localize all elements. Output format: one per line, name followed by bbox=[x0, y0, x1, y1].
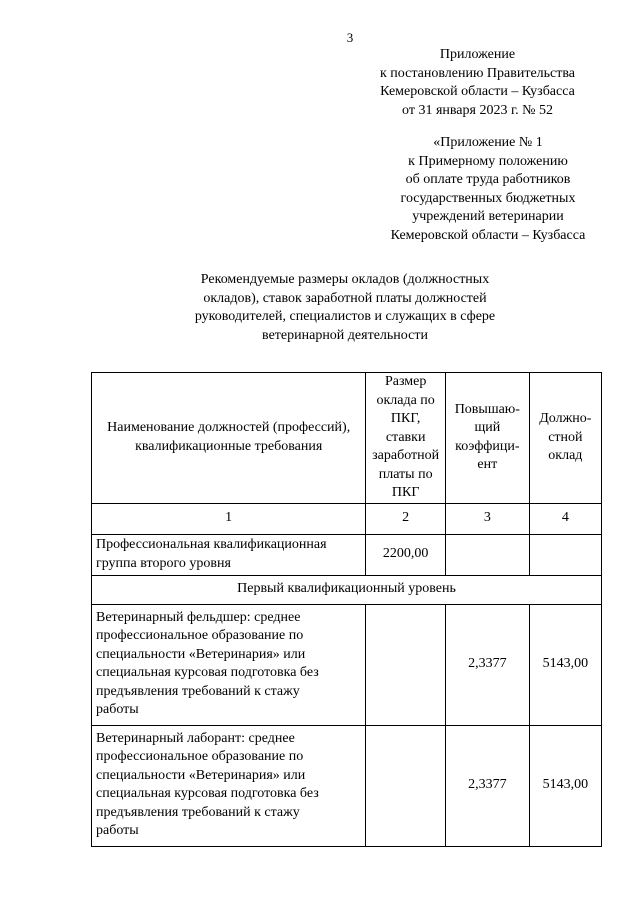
header-text: заработной bbox=[372, 448, 440, 463]
title-line: окладов), ставок заработной платы должностей bbox=[203, 290, 487, 306]
position-official-salary: 5143,00 bbox=[529, 604, 601, 725]
group-row bbox=[92, 534, 602, 575]
header-text: ПКГ, bbox=[390, 411, 421, 426]
level-row bbox=[92, 575, 602, 604]
header-position-name bbox=[92, 373, 366, 504]
header-pkg-salary bbox=[366, 373, 446, 504]
group-name bbox=[92, 534, 366, 575]
header-text: Наименование должностей (профессий), bbox=[107, 420, 351, 436]
header-text: квалификационные требования bbox=[135, 438, 323, 454]
group-coefficient bbox=[445, 534, 529, 575]
table-header-row bbox=[92, 373, 602, 504]
position-line: специальности «Ветеринария» или bbox=[96, 646, 306, 662]
position-coefficient: 2,3377 bbox=[445, 725, 529, 846]
table-row bbox=[92, 604, 602, 725]
position-line: специальная курсовая подготовка без bbox=[96, 665, 319, 680]
title-line: Рекомендуемые размеры окладов (должностных bbox=[200, 272, 490, 287]
appendix-sub-line: государственных бюджетных bbox=[400, 190, 576, 206]
column-number: 2 bbox=[366, 503, 446, 534]
header-text: ставки bbox=[385, 429, 426, 445]
position-line: предъявления требований к стажу bbox=[96, 804, 300, 820]
appendix-sub-line: «Приложение № 1 bbox=[433, 135, 543, 150]
header-text: ПКГ bbox=[391, 485, 420, 500]
appendix-sub-line: Кемеровской области – Кузбасса bbox=[390, 227, 586, 243]
position-official-salary: 5143,00 bbox=[529, 725, 601, 846]
position-coefficient: 2,3377 bbox=[445, 604, 529, 725]
position-line: профессиональное образование по bbox=[96, 628, 304, 643]
appendix-header-line: Приложение bbox=[439, 47, 516, 62]
title-line: руководителей, специалистов и служащих в сфере bbox=[194, 309, 496, 324]
column-number-row bbox=[92, 503, 602, 534]
header-text: ент bbox=[477, 457, 498, 473]
table-row bbox=[92, 725, 602, 846]
position-line: Ветеринарный фельдшер: среднее bbox=[96, 609, 301, 625]
appendix-header bbox=[350, 46, 605, 120]
appendix-sub-line: учреждений ветеринарии bbox=[412, 209, 564, 224]
header-text: Повышаю- bbox=[454, 401, 520, 417]
header-text: коэффици- bbox=[455, 438, 520, 454]
position-salary bbox=[366, 725, 446, 846]
header-text: Должно- bbox=[539, 411, 592, 426]
position-line: работы bbox=[96, 823, 139, 838]
position-line: предъявления требований к стажу bbox=[96, 683, 300, 699]
header-text: щий bbox=[474, 420, 501, 436]
appendix-sub-line: к Примерному положению bbox=[408, 153, 568, 169]
header-official-salary bbox=[529, 373, 601, 504]
salary-table bbox=[91, 372, 602, 847]
header-text: оклад bbox=[548, 448, 583, 463]
group-official-salary bbox=[529, 534, 601, 575]
group-salary: 2200,00 bbox=[366, 534, 446, 575]
title-line: ветеринарной деятельности bbox=[262, 327, 428, 343]
position-line: специальности «Ветеринария» или bbox=[96, 767, 306, 783]
appendix-sub-header bbox=[372, 134, 604, 245]
column-number: 4 bbox=[529, 503, 601, 534]
header-coefficient bbox=[445, 373, 529, 504]
position-description bbox=[92, 725, 366, 846]
document-title bbox=[150, 271, 540, 345]
header-text: стной bbox=[548, 429, 583, 445]
position-salary bbox=[366, 604, 446, 725]
qualification-level: Первый квалификационный уровень bbox=[92, 575, 602, 604]
position-line: Ветеринарный лаборант: среднее bbox=[96, 730, 295, 746]
position-line: специальная курсовая подготовка без bbox=[96, 786, 319, 801]
header-text: платы по bbox=[378, 466, 433, 482]
group-name-line: группа второго уровня bbox=[96, 555, 231, 571]
appendix-header-line: Кемеровской области – Кузбасса bbox=[380, 84, 575, 99]
group-name-line: Профессиональная квалификационная bbox=[96, 537, 327, 552]
position-description bbox=[92, 604, 366, 725]
column-number: 1 bbox=[92, 503, 366, 534]
appendix-header-line: от 31 января 2023 г. № 52 bbox=[402, 102, 553, 118]
header-text: Размер bbox=[384, 374, 427, 389]
appendix-sub-line: об оплате труда работников bbox=[405, 172, 571, 187]
position-line: работы bbox=[96, 702, 139, 717]
header-text: оклада по bbox=[376, 392, 435, 408]
position-line: профессиональное образование по bbox=[96, 749, 304, 764]
appendix-header-line: к постановлению Правительства bbox=[379, 65, 576, 81]
page-number: 3 bbox=[346, 30, 354, 45]
column-number: 3 bbox=[445, 503, 529, 534]
